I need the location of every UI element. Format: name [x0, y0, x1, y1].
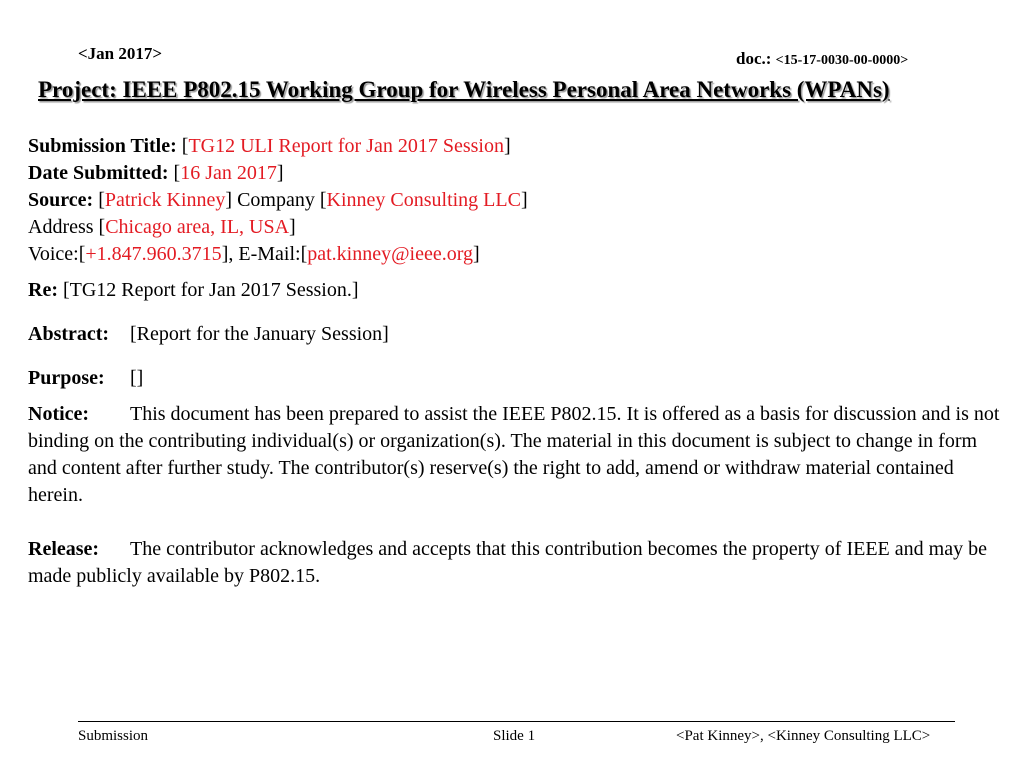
abstract-label: Abstract:: [28, 323, 110, 345]
notice-label: Notice:: [28, 403, 90, 425]
company-label: Company: [237, 189, 315, 211]
purpose-label: Purpose:: [28, 367, 105, 389]
re-label: Re:: [28, 279, 58, 301]
purpose-value: []: [130, 367, 144, 389]
submission-title-value: TG12 ULI Report for Jan 2017 Session: [188, 135, 504, 157]
release-label: Release:: [28, 538, 100, 560]
date-submitted-line: Date Submitted: [16 Jan 2017]: [28, 162, 284, 184]
doc-label: doc.:: [736, 49, 776, 68]
voice-label: Voice:: [28, 243, 79, 265]
email-label: E-Mail:: [238, 243, 301, 265]
notice-paragraph: [28, 401, 1003, 509]
re-value: [TG12 Report for Jan 2017 Session.]: [62, 279, 359, 301]
release-text: The contributor acknowledges and accepts that this contribution becomes the property of IEEE and may be made publicly available by P802.15.: [28, 538, 987, 587]
address-line: Address [Chicago area, IL, USA]: [28, 216, 296, 238]
purpose-line: [28, 365, 1003, 392]
date-submitted-value: 16 Jan 2017: [180, 162, 277, 184]
project-title: Project: IEEE P802.15 Working Group for Wireless Personal Area Networks (WPANs): [38, 77, 890, 102]
voice-value: +1.847.960.3715: [85, 243, 222, 265]
company-value: Kinney Consulting LLC: [326, 189, 521, 211]
abstract-line: [28, 321, 1003, 348]
doc-number: <15-17-0030-00-0000>: [775, 53, 909, 68]
submission-title-line: Submission Title: [TG12 ULI Report for Jan 2017 Session]: [28, 135, 511, 157]
submission-title-label: Submission Title:: [28, 135, 177, 157]
email-value: pat.kinney@ieee.org: [307, 243, 474, 265]
source-value: Patrick Kinney: [104, 189, 226, 211]
abstract-value: [Report for the January Session]: [130, 323, 389, 345]
address-value: Chicago area, IL, USA: [105, 216, 290, 238]
footer-divider: [78, 721, 955, 722]
release-paragraph: [28, 536, 1003, 590]
footer-author: <Pat Kinney>, <Kinney Consulting LLC>: [676, 728, 931, 744]
date-submitted-label: Date Submitted:: [28, 162, 169, 184]
re-line: [28, 277, 1003, 304]
source-line: Source: [Patrick Kinney] Company [Kinney Consulting LLC]: [28, 189, 528, 211]
slide-body: [28, 133, 1003, 590]
header-doc-number: [736, 49, 908, 69]
footer-slide-number: Slide 1: [493, 728, 536, 744]
notice-text: This document has been prepared to assist the IEEE P802.15. It is offered as a basis for discussion and is not binding on the contributing individual(s) or organization(s). The material in this document is subject to change in form and content after further study. The contributor(s) reserve(s) the right to add, amend or withdraw material contained herein.: [28, 403, 1000, 506]
address-label: Address: [28, 216, 94, 238]
footer-submission: Submission: [78, 728, 149, 744]
source-label: Source:: [28, 189, 94, 211]
contact-line: Voice:[+1.847.960.3715], E-Mail:[pat.kinney@ieee.org]: [28, 243, 480, 265]
header-date: <Jan 2017>: [78, 44, 163, 63]
